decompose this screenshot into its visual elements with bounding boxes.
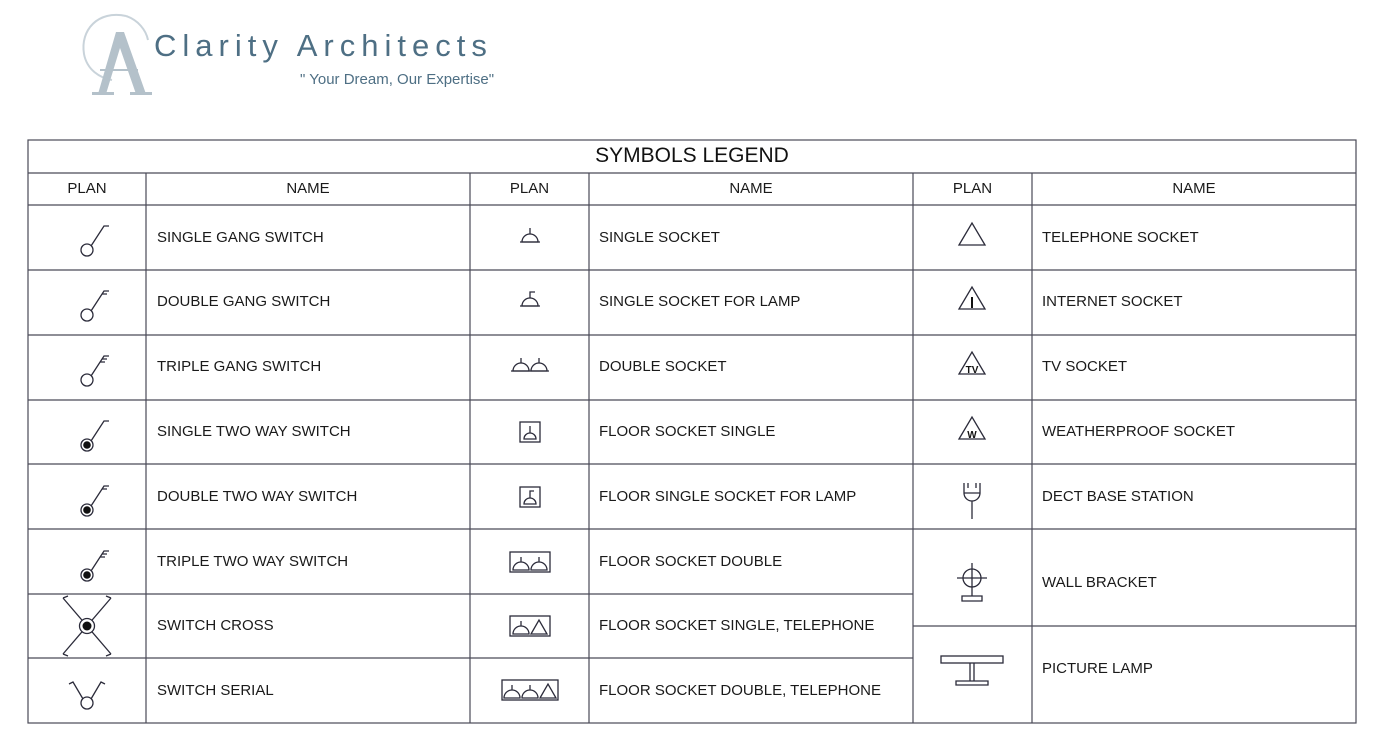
legend-item-name: FLOOR SOCKET SINGLE xyxy=(599,423,776,440)
floor-socket-double-icon xyxy=(510,552,550,572)
legend-item-name: TRIPLE TWO WAY SWITCH xyxy=(157,553,349,570)
floor-single-socket-for-lamp-icon xyxy=(520,487,540,507)
legend-title: SYMBOLS LEGEND xyxy=(595,144,789,167)
legend-item-name: DOUBLE SOCKET xyxy=(599,358,727,375)
legend-item-name: DECT BASE STATION xyxy=(1042,488,1194,505)
legend-item-name: FLOOR SOCKET DOUBLE, TELEPHONE xyxy=(599,682,882,699)
floor-socket-double-telephone-icon xyxy=(502,680,558,700)
legend-item-name: FLOOR SINGLE SOCKET FOR LAMP xyxy=(599,488,857,505)
picture-lamp-icon xyxy=(941,656,1003,685)
legend-item-name: INTERNET SOCKET xyxy=(1042,293,1183,310)
header-name-2: NAME xyxy=(729,180,773,197)
telephone-socket-icon xyxy=(959,223,985,245)
legend-item-name: SINGLE SOCKET FOR LAMP xyxy=(599,293,801,310)
wall-bracket-icon xyxy=(957,563,987,601)
double-gang-switch-icon xyxy=(81,291,109,321)
header-plan-1: PLAN xyxy=(67,180,107,197)
single-gang-switch-icon xyxy=(81,226,109,256)
legend-item-name: DOUBLE TWO WAY SWITCH xyxy=(157,488,358,505)
single-socket-icon xyxy=(520,228,540,242)
single-socket-for-lamp-icon xyxy=(520,292,540,306)
floor-socket-single-icon xyxy=(520,422,540,442)
tagline: " Your Dream, Our Expertise" xyxy=(300,71,495,88)
double-socket-icon xyxy=(511,358,549,371)
legend-item-name: SINGLE SOCKET xyxy=(599,229,720,246)
floor-socket-single-telephone-icon xyxy=(510,616,550,636)
triple-gang-switch-icon xyxy=(81,356,109,386)
single-two-way-switch-icon xyxy=(81,421,109,451)
legend-item-name: PICTURE LAMP xyxy=(1042,660,1153,677)
brand-name: Clarity Architects xyxy=(154,28,493,63)
internet-socket-icon xyxy=(959,287,985,309)
legend-item-name: SWITCH CROSS xyxy=(157,617,274,634)
legend-item-name: SWITCH SERIAL xyxy=(157,682,274,699)
triple-two-way-switch-icon xyxy=(81,551,109,581)
legend-item-name: WALL BRACKET xyxy=(1042,574,1157,591)
header-name-3: NAME xyxy=(1172,180,1216,197)
legend-item-name: TV SOCKET xyxy=(1042,358,1128,375)
svg-text:W: W xyxy=(967,430,977,441)
double-two-way-switch-icon xyxy=(81,486,109,516)
svg-text:TV: TV xyxy=(965,365,979,376)
legend-item-name: FLOOR SOCKET SINGLE, TELEPHONE xyxy=(599,617,875,634)
legend-item-name: SINGLE TWO WAY SWITCH xyxy=(157,423,351,440)
dect-base-station-icon xyxy=(964,483,980,519)
switch-serial-icon xyxy=(69,682,105,709)
legend-item-name: DOUBLE GANG SWITCH xyxy=(157,293,331,310)
legend-item-name: FLOOR SOCKET DOUBLE xyxy=(599,553,783,570)
legend-item-name: WEATHERPROOF SOCKET xyxy=(1042,423,1236,440)
legend-item-name: TRIPLE GANG SWITCH xyxy=(157,358,322,375)
legend-item-name: TELEPHONE SOCKET xyxy=(1042,229,1199,246)
header-name-1: NAME xyxy=(286,180,330,197)
header-plan-3: PLAN xyxy=(952,180,993,197)
weatherproof-socket-icon xyxy=(959,417,985,441)
header-plan-2: PLAN xyxy=(509,180,550,197)
tv-socket-icon xyxy=(959,352,985,376)
switch-cross-icon xyxy=(63,596,111,656)
legend-item-name: SINGLE GANG SWITCH xyxy=(157,229,324,246)
